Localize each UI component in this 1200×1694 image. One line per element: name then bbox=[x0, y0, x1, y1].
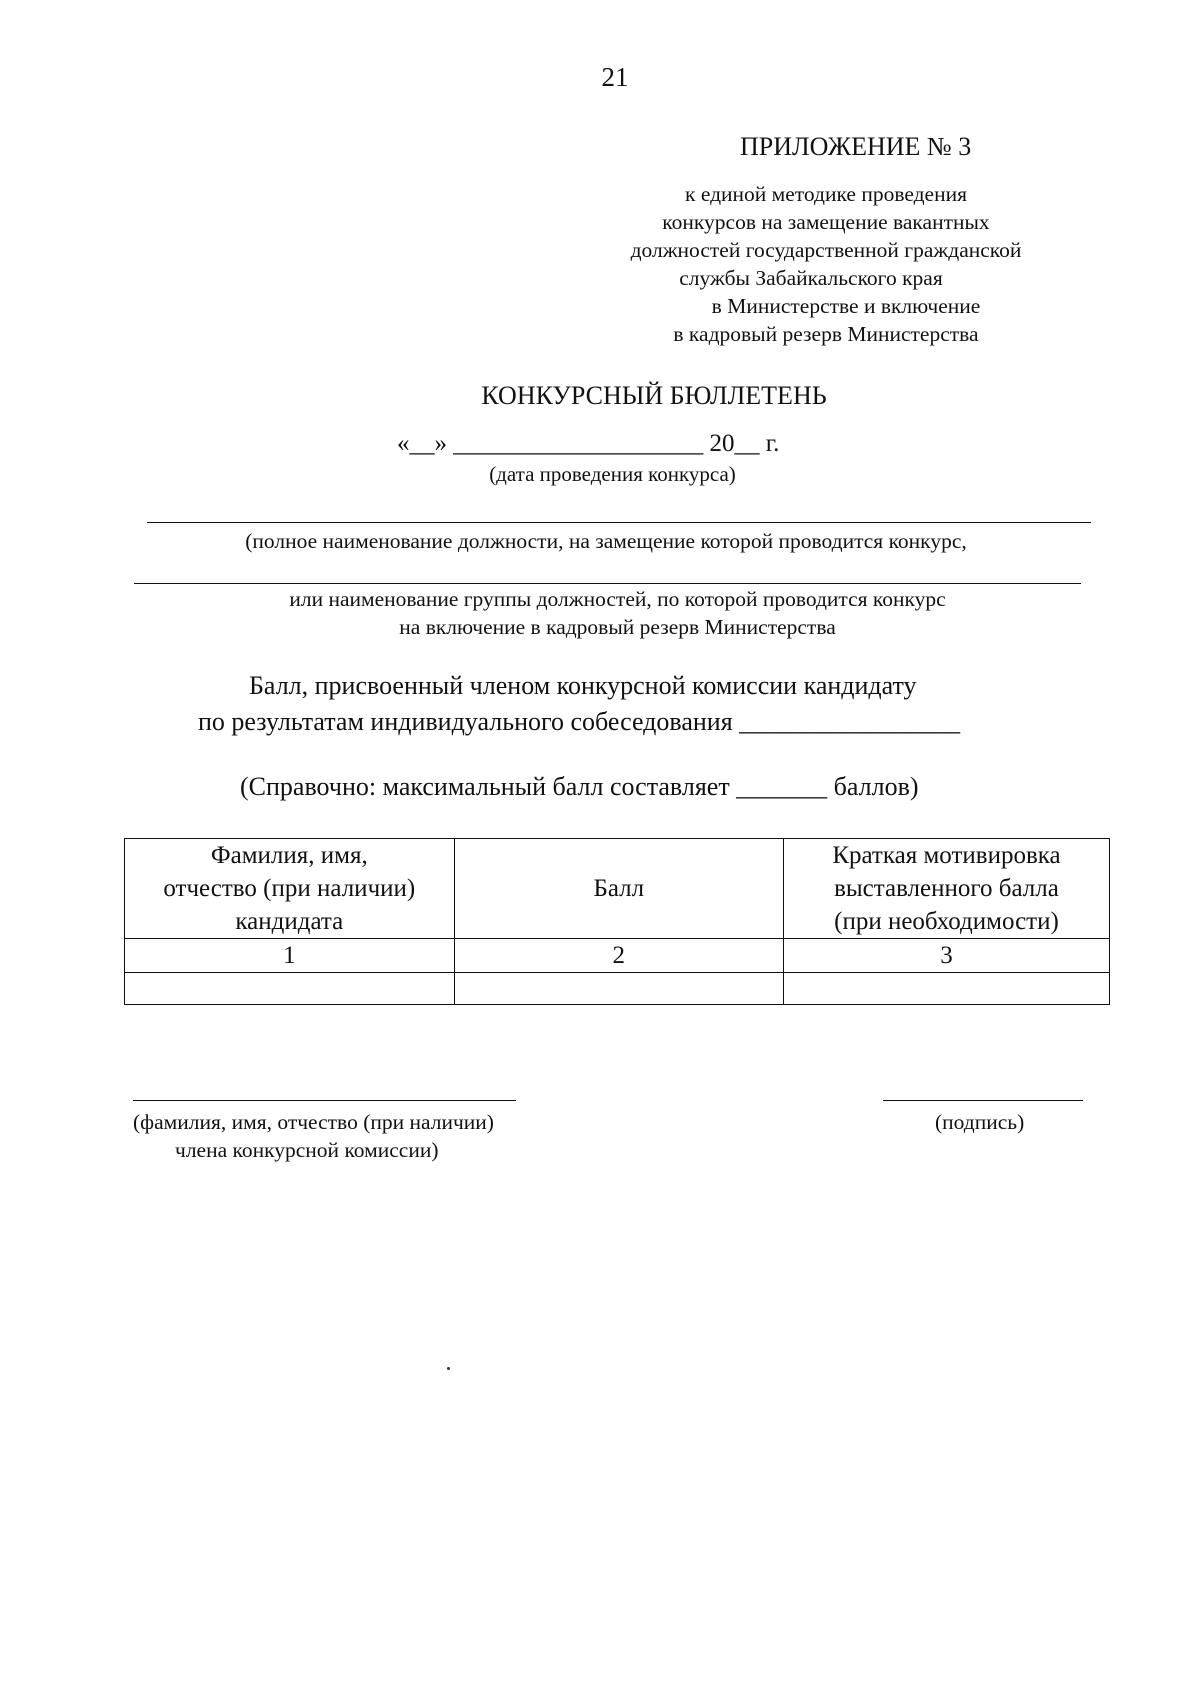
position-fill-line-1 bbox=[147, 522, 1091, 523]
position-caption-3: на включение в кадровый резерв Министерства bbox=[399, 615, 836, 639]
header-line: отчество (при наличии) bbox=[163, 875, 416, 902]
ballot-table bbox=[124, 838, 1110, 1005]
header-line: Балл bbox=[593, 875, 645, 902]
date-caption: (дата проведения конкурса) bbox=[489, 462, 736, 486]
appendix-title: ПРИЛОЖЕНИЕ № 3 bbox=[740, 132, 972, 161]
signature-caption: (подпись) bbox=[935, 1110, 1025, 1134]
appendix-basis-line: в Министерстве и включение bbox=[711, 294, 981, 318]
score-statement-1: Балл, присвоенный членом конкурсной комиссии кандидату bbox=[249, 671, 917, 700]
header-line: выставленного балла bbox=[834, 875, 1059, 902]
appendix-basis-line: службы Забайкальского края bbox=[679, 266, 943, 290]
member-name-line bbox=[133, 1100, 516, 1101]
header-line: кандидата bbox=[235, 908, 344, 935]
member-name-caption-2: члена конкурсной комиссии) bbox=[175, 1138, 439, 1162]
appendix-basis bbox=[556, 180, 1096, 348]
header-candidate-name bbox=[125, 839, 455, 939]
score-cell[interactable] bbox=[454, 973, 783, 1005]
header-motivation bbox=[783, 839, 1109, 939]
score-statement-2: по результатам индивидуального собеседования _________________ bbox=[198, 707, 961, 736]
motivation-cell[interactable] bbox=[783, 973, 1109, 1005]
header-line: Фамилия, имя, bbox=[210, 842, 368, 869]
scan-speck bbox=[447, 1367, 450, 1370]
document-title: КОНКУРСНЫЙ БЮЛЛЕТЕНЬ bbox=[481, 381, 827, 410]
candidate-name-cell[interactable] bbox=[125, 973, 455, 1005]
column-number: 3 bbox=[783, 939, 1109, 973]
appendix-basis-line: в кадровый резерв Министерства bbox=[673, 322, 979, 346]
date-field: «__» ____________________ 20__ г. bbox=[397, 430, 780, 457]
max-score-reference: (Справочно: максимальный балл составляет _______ баллов) bbox=[240, 772, 919, 801]
position-caption-1: (полное наименование должности, на замещение которой проводится конкурс, bbox=[245, 529, 967, 553]
column-number: 1 bbox=[125, 939, 455, 973]
position-caption-2: или наименование группы должностей, по которой проводится конкурс bbox=[289, 587, 946, 611]
table-row bbox=[125, 973, 1110, 1005]
header-line: Краткая мотивировка bbox=[832, 842, 1061, 869]
member-name-caption-1: (фамилия, имя, отчество (при наличии) bbox=[133, 1110, 494, 1134]
header-line: (при необходимости) bbox=[834, 908, 1059, 935]
appendix-basis-line: конкурсов на замещение вакантных bbox=[662, 210, 990, 234]
signature-line bbox=[883, 1100, 1083, 1101]
page-number: 21 bbox=[601, 62, 629, 92]
table-number-row bbox=[125, 939, 1110, 973]
table-header-row bbox=[125, 839, 1110, 939]
column-number: 2 bbox=[454, 939, 783, 973]
header-score bbox=[454, 839, 783, 939]
position-fill-line-2 bbox=[134, 583, 1081, 584]
appendix-basis-line: должностей государственной гражданской bbox=[630, 238, 1022, 262]
appendix-basis-line: к единой методике проведения bbox=[685, 182, 967, 206]
